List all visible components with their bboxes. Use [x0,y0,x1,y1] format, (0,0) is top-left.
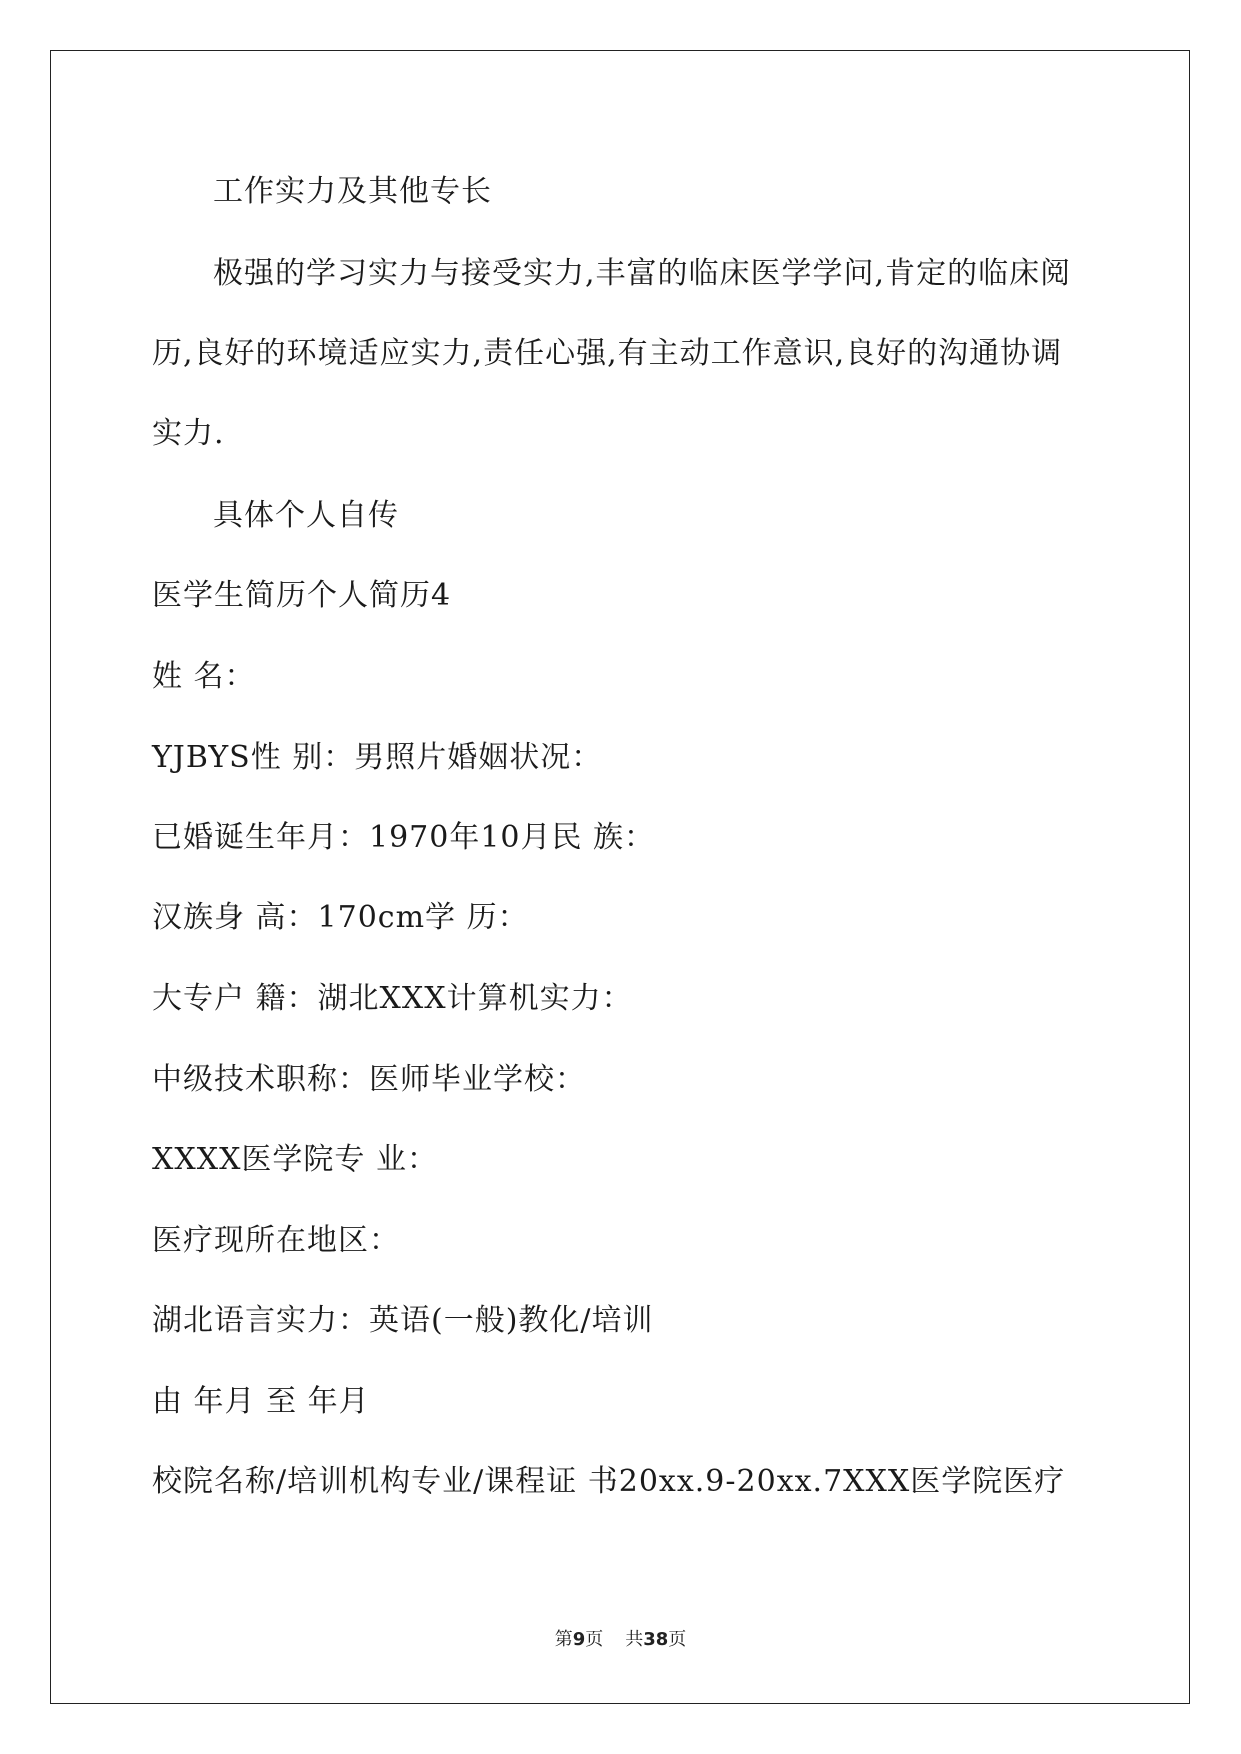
resume-title: 医学生简历个人简历4 [152,578,452,613]
paragraph-line: 实力. [152,416,225,451]
resume-field-line: 由 年月 至 年月 [152,1384,370,1419]
footer-total-suffix: 页 [668,1629,687,1650]
section-heading-autobiography: 具体个人自传 [213,498,399,533]
resume-field-line: 校院名称/培训机构专业/课程证 书20xx.9-20xx.7XXX医学院医疗 [152,1464,1066,1499]
resume-field-line: 湖北语言实力：英语(一般)教化/培训 [152,1303,654,1338]
resume-field-line: YJBYS性 别：男照片婚姻状况： [152,740,603,775]
resume-field-line: 姓 名： [152,659,256,694]
total-pages: 38 [643,1629,669,1650]
resume-field-line: 已婚诞生年月：1970年10月民 族： [152,820,656,855]
page-footer [0,1628,1241,1652]
page-border [50,50,1190,1704]
resume-field-line: 医疗现所在地区： [152,1223,400,1258]
footer-total-prefix: 共 [625,1629,644,1650]
paragraph-line: 历,良好的环境适应实力,责任心强,有主动工作意识,良好的沟通协调 [152,336,1063,371]
page-number: 9 [572,1629,586,1650]
section-heading-skills: 工作实力及其他专长 [213,174,492,209]
paragraph-line: 极强的学习实力与接受实力,丰富的临床医学学问,肯定的临床阅 [213,256,1072,291]
resume-field-line: XXXX医学院专 业： [152,1142,438,1177]
resume-field-line: 汉族身 高：170cm学 历： [152,900,529,935]
resume-field-line: 中级技术职称：医师毕业学校： [152,1062,586,1097]
footer-page-suffix: 页 [585,1629,604,1650]
resume-field-line: 大专户 籍：湖北XXX计算机实力： [152,981,633,1016]
footer-prefix: 第 [554,1629,573,1650]
